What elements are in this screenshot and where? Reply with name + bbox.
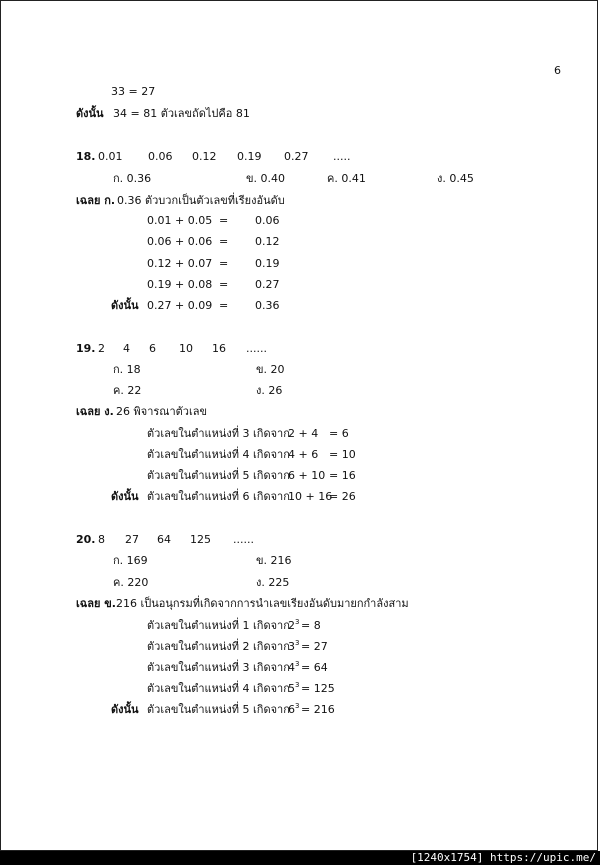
q20-step-5-exp: 3 xyxy=(295,702,300,710)
q19-choice-b: ข. 20 xyxy=(256,363,285,376)
q18-step-4-expr: 0.19 + 0.08 xyxy=(147,278,213,291)
q19-seq-3: 6 xyxy=(149,342,156,355)
q20-step-1-res: = 8 xyxy=(301,619,321,632)
prev-line-2: 34 = 81 ตัวเลขถัดไปคือ 81 xyxy=(113,107,250,120)
q19-step-1-expr: 2 + 4 xyxy=(288,427,319,440)
q20-step-5-pos: ตัวเลขในตำแหน่งที่ 5 เกิดจาก xyxy=(147,703,290,716)
q20-choice-a: ก. 169 xyxy=(113,554,148,567)
q20-step-2-res: = 27 xyxy=(301,640,328,653)
q20-step-3-res: = 64 xyxy=(301,661,328,674)
q20-step-4-res: = 125 xyxy=(301,682,335,695)
q18-number: 18. xyxy=(76,150,96,163)
q20-step-1-pos: ตัวเลขในตำแหน่งที่ 1 เกิดจาก xyxy=(147,619,290,632)
q19-choice-a: ก. 18 xyxy=(113,363,141,376)
q20-step-3-base: 4 xyxy=(288,661,295,674)
q20-step-2-power xyxy=(288,640,299,654)
q18-seq-4: 0.19 xyxy=(237,150,262,163)
q18-step-4-res: 0.27 xyxy=(255,278,280,291)
q19-step-2-res: = 10 xyxy=(329,448,356,461)
q20-step-5-power xyxy=(288,703,299,717)
q19-step-1-res: = 6 xyxy=(329,427,349,440)
q18-choice-d: ง. 0.45 xyxy=(437,172,474,185)
q18-therefore: ดังนั้น xyxy=(111,299,139,312)
q18-answer-text: 0.36 ตัวบวกเป็นตัวเลขที่เรียงอันดับ xyxy=(117,194,285,207)
q20-seq-3: 64 xyxy=(157,533,171,546)
q20-choice-b: ข. 216 xyxy=(256,554,292,567)
q19-step-4-res: = 26 xyxy=(329,490,356,503)
q18-step-2-eq: = xyxy=(219,235,229,248)
q20-answer-text: 216 เป็นอนุกรมที่เกิดจากการนำเลขเรียงอันดับมายกกำลังสาม xyxy=(116,597,409,610)
q20-therefore: ดังนั้น xyxy=(111,703,139,716)
q18-choice-a: ก. 0.36 xyxy=(113,172,152,185)
q19-answer-text: 26 พิจารณาตัวเลข xyxy=(116,405,207,418)
q18-step-2-expr: 0.06 + 0.06 xyxy=(147,235,213,248)
q20-step-1-exp: 3 xyxy=(295,618,300,626)
q20-number: 20. xyxy=(76,533,96,546)
q20-step-5-base: 6 xyxy=(288,703,295,716)
q19-step-3-expr: 6 + 10 xyxy=(288,469,326,482)
q20-step-4-base: 5 xyxy=(288,682,295,695)
q19-seq-6: ...... xyxy=(246,342,267,355)
q20-choice-d: ง. 225 xyxy=(256,576,290,589)
q18-step-4-eq: = xyxy=(219,278,229,291)
q20-step-3-exp: 3 xyxy=(295,660,300,668)
q18-step-3-eq: = xyxy=(219,257,229,270)
prev-therefore: ดังนั้น xyxy=(76,107,104,120)
q20-step-4-pos: ตัวเลขในตำแหน่งที่ 4 เกิดจาก xyxy=(147,682,290,695)
q19-step-3-res: = 16 xyxy=(329,469,356,482)
q18-seq-1: 0.01 xyxy=(98,150,123,163)
q20-step-2-pos: ตัวเลขในตำแหน่งที่ 2 เกิดจาก xyxy=(147,640,290,653)
q18-seq-2: 0.06 xyxy=(148,150,173,163)
q18-choice-c: ค. 0.41 xyxy=(327,172,366,185)
q18-seq-3: 0.12 xyxy=(192,150,217,163)
q20-choice-c: ค. 220 xyxy=(113,576,149,589)
q18-step-1-res: 0.06 xyxy=(255,214,280,227)
q18-choice-b: ข. 0.40 xyxy=(246,172,286,185)
q18-seq-6: ..... xyxy=(333,150,351,163)
q18-step-1-eq: = xyxy=(219,214,229,227)
q20-step-5-res: = 216 xyxy=(301,703,335,716)
page-number: 6 xyxy=(554,64,561,77)
q18-step-1-expr: 0.01 + 0.05 xyxy=(147,214,213,227)
q18-step-2-res: 0.12 xyxy=(255,235,280,248)
q19-seq-5: 16 xyxy=(212,342,226,355)
q19-step-1-pos: ตัวเลขในตำแหน่งที่ 3 เกิดจาก xyxy=(147,427,290,440)
q19-step-4-expr: 10 + 16 xyxy=(288,490,333,503)
q19-therefore: ดังนั้น xyxy=(111,490,139,503)
q20-seq-1: 8 xyxy=(98,533,105,546)
q20-step-2-exp: 3 xyxy=(295,639,300,647)
q19-step-3-pos: ตัวเลขในตำแหน่งที่ 5 เกิดจาก xyxy=(147,469,290,482)
q19-seq-1: 2 xyxy=(98,342,105,355)
q19-choice-c: ค. 22 xyxy=(113,384,142,397)
q18-answer-head: เฉลย ก. xyxy=(76,194,116,207)
q19-step-4-pos: ตัวเลขในตำแหน่งที่ 6 เกิดจาก xyxy=(147,490,290,503)
q19-seq-2: 4 xyxy=(123,342,130,355)
q19-choice-d: ง. 26 xyxy=(256,384,283,397)
q20-step-2-base: 3 xyxy=(288,640,295,653)
q20-step-1-base: 2 xyxy=(288,619,295,632)
q20-step-1-power xyxy=(288,619,299,633)
q20-seq-4: 125 xyxy=(190,533,211,546)
q19-step-2-pos: ตัวเลขในตำแหน่งที่ 4 เกิดจาก xyxy=(147,448,290,461)
q20-step-4-exp: 3 xyxy=(295,681,300,689)
q20-seq-5: ...... xyxy=(233,533,254,546)
q18-step-3-expr: 0.12 + 0.07 xyxy=(147,257,213,270)
q18-step-5-expr: 0.27 + 0.09 xyxy=(147,299,213,312)
prev-line-1: 33 = 27 xyxy=(111,85,156,98)
q20-seq-2: 27 xyxy=(125,533,139,546)
q19-number: 19. xyxy=(76,342,96,355)
q20-step-3-power xyxy=(288,661,299,675)
q19-answer-head: เฉลย ง. xyxy=(76,405,114,418)
q20-step-4-power xyxy=(288,682,299,696)
q18-step-5-eq: = xyxy=(219,299,229,312)
q18-step-5-res: 0.36 xyxy=(255,299,280,312)
q20-answer-head: เฉลย ข. xyxy=(76,597,116,610)
q18-step-3-res: 0.19 xyxy=(255,257,280,270)
q19-step-2-expr: 4 + 6 xyxy=(288,448,319,461)
q18-seq-5: 0.27 xyxy=(284,150,309,163)
q19-seq-4: 10 xyxy=(179,342,193,355)
q20-step-3-pos: ตัวเลขในตำแหน่งที่ 3 เกิดจาก xyxy=(147,661,290,674)
image-host-footer[interactable]: [1240x1754] https://upic.me/ xyxy=(0,851,600,865)
